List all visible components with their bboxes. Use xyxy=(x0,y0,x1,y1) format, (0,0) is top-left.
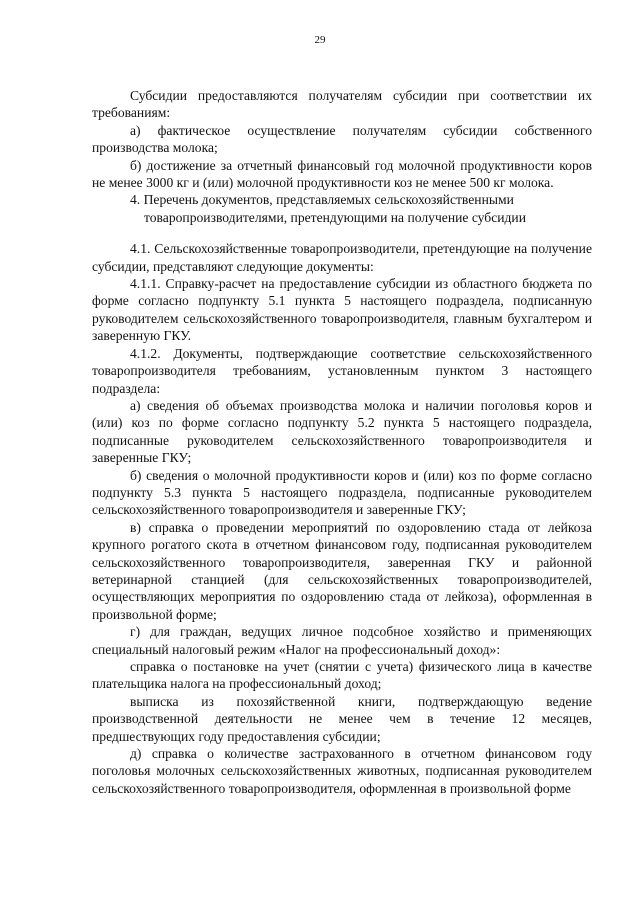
paragraph-item-b: б) сведения о молочной продуктивности коров и (или) коз по форме согласно подпункту 5.3 пункта 5 настоящего подраздела, подписанные руководителем сельскохозяйственного товаропроизводителя и заверенные ГКУ; xyxy=(92,467,592,518)
paragraph-4-1: 4.1. Сельскохозяйственные товаропроизводители, претендующие на получение субсидии, представляют следующие документы: xyxy=(92,241,592,274)
section-heading-line-2: товаропроизводителями, претендующими на получение субсидии xyxy=(144,209,526,225)
paragraph-requirement-a: а) фактическое осуществление получателям субсидии собственного производства молока; xyxy=(92,122,592,156)
page-number: 29 xyxy=(314,34,326,46)
paragraph-item-a: а) сведения об объемах производства молока и наличии поголовья коров и (или) коз по форме согласно подпункту 5.2 пункта 5 настоящего подраздела, подписанные руководителем сельскохозяйственного товаропроизводителя и заверенные ГКУ; xyxy=(92,397,592,466)
paragraph-item-g-certificate: справка о постановке на учет (снятии с учета) физического лица в качестве плательщика налога на профессиональный доход; xyxy=(92,659,592,692)
paragraph-item-v: в) справка о проведении мероприятий по оздоровлению стада от лейкоза крупного рогатого скота в отчетном финансовом году, подписанная руководителем сельскохозяйственного товаропроизводителя, заверенная ГКУ и районной ветеринарной станцией (для сельскохозяйственных товаропроизводителей, осуществляющих мероприятия по оздоровлению стада от лейкоза), оформленная в произвольной форме; xyxy=(92,519,592,622)
paragraph-subsidy-requirements: Субсидии предоставляются получателям субсидии при соответствии их требованиям: xyxy=(92,88,592,121)
paragraph-requirement-b: б) достижение за отчетный финансовый год молочной продуктивности коров не менее 3000 кг и (или) молочной продуктивности коз не менее 500 кг молока. xyxy=(92,157,592,191)
document-body xyxy=(92,87,592,797)
paragraph-item-d: д) справка о количестве застрахованного в отчетном финансовом году поголовья молочных сельскохозяйственных животных, подписанная руководителем сельскохозяйственного товаропроизводителя, оформленная в произвольной форме xyxy=(92,746,592,796)
paragraph-4-1-2: 4.1.2. Документы, подтверждающие соответствие сельскохозяйственного товаропроизводителя требованиям, установленным пунктом 3 настоящего подраздела: xyxy=(92,345,592,396)
paragraph-item-g-extract: выписка из похозяйственной книги, подтверждающую ведение производственной деятельности не менее чем в течение 12 месяцев, предшествующих году предоставления субсидии; xyxy=(92,693,592,744)
paragraph-4-1-1: 4.1.1. Справку-расчет на предоставление субсидии из областного бюджета по форме согласно подпункту 5.1 пункта 5 настоящего подраздела, подписанную руководителем сельскохозяйственного товаропроизводителя, главным бухгалтером и заверенную ГКУ. xyxy=(92,276,592,344)
section-heading-line-1: 4. Перечень документов, представляемых сельскохозяйственными xyxy=(130,192,514,208)
paragraph-item-g: г) для граждан, ведущих личное подсобное хозяйство и применяющих специальный налоговый режим «Налог на профессиональный доход»: xyxy=(92,624,592,657)
section-heading xyxy=(92,191,592,226)
